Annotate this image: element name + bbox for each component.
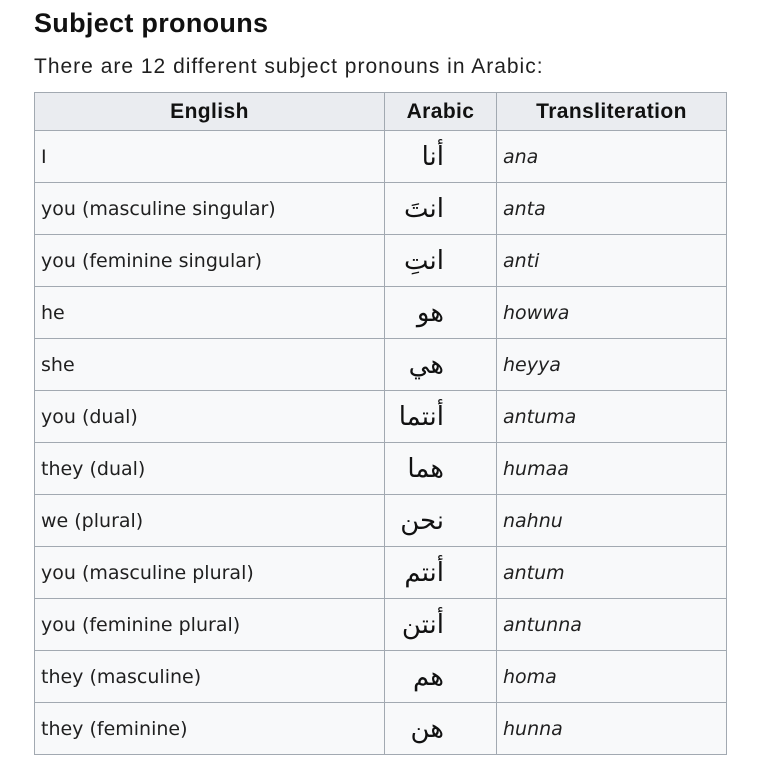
arabic-cell: أنتما	[385, 391, 497, 443]
arabic-cell: هو	[385, 287, 497, 339]
transliteration-cell: antum	[497, 547, 727, 599]
arabic-cell: هن	[385, 703, 497, 755]
table-row	[35, 495, 727, 547]
column-header-arabic: Arabic	[385, 93, 497, 131]
table-row	[35, 703, 727, 755]
table-row	[35, 287, 727, 339]
table-row	[35, 131, 727, 183]
pronoun-table	[34, 92, 727, 755]
transliteration-cell: howwa	[497, 287, 727, 339]
table-row	[35, 599, 727, 651]
table-row	[35, 391, 727, 443]
english-cell: you (dual)	[35, 391, 385, 443]
arabic-cell: انتِ	[385, 235, 497, 287]
english-cell: she	[35, 339, 385, 391]
section-heading: Subject pronouns	[34, 8, 269, 38]
arabic-cell: أنتم	[385, 547, 497, 599]
english-cell: we (plural)	[35, 495, 385, 547]
transliteration-cell: humaa	[497, 443, 727, 495]
transliteration-cell: anti	[497, 235, 727, 287]
english-cell: you (masculine plural)	[35, 547, 385, 599]
table-row	[35, 651, 727, 703]
arabic-cell: أنتن	[385, 599, 497, 651]
table-header-row	[35, 93, 727, 131]
arabic-cell: أنا	[385, 131, 497, 183]
table-row	[35, 339, 727, 391]
english-cell: you (masculine singular)	[35, 183, 385, 235]
intro-text: There are 12 different subject pronouns in Arabic:	[34, 55, 544, 78]
english-cell: he	[35, 287, 385, 339]
english-cell: they (masculine)	[35, 651, 385, 703]
arabic-cell: انتَ	[385, 183, 497, 235]
column-header-transliteration: Transliteration	[497, 93, 727, 131]
transliteration-cell: hunna	[497, 703, 727, 755]
transliteration-cell: anta	[497, 183, 727, 235]
table-row	[35, 443, 727, 495]
transliteration-cell: nahnu	[497, 495, 727, 547]
english-cell: they (dual)	[35, 443, 385, 495]
english-cell: I	[35, 131, 385, 183]
table-row	[35, 235, 727, 287]
english-cell: they (feminine)	[35, 703, 385, 755]
transliteration-cell: ana	[497, 131, 727, 183]
column-header-english: English	[35, 93, 385, 131]
english-cell: you (feminine singular)	[35, 235, 385, 287]
transliteration-cell: heyya	[497, 339, 727, 391]
arabic-cell: هما	[385, 443, 497, 495]
arabic-cell: هي	[385, 339, 497, 391]
transliteration-cell: antuma	[497, 391, 727, 443]
table-row	[35, 547, 727, 599]
arabic-cell: هم	[385, 651, 497, 703]
transliteration-cell: homa	[497, 651, 727, 703]
english-cell: you (feminine plural)	[35, 599, 385, 651]
transliteration-cell: antunna	[497, 599, 727, 651]
table-row	[35, 183, 727, 235]
arabic-cell: نحن	[385, 495, 497, 547]
